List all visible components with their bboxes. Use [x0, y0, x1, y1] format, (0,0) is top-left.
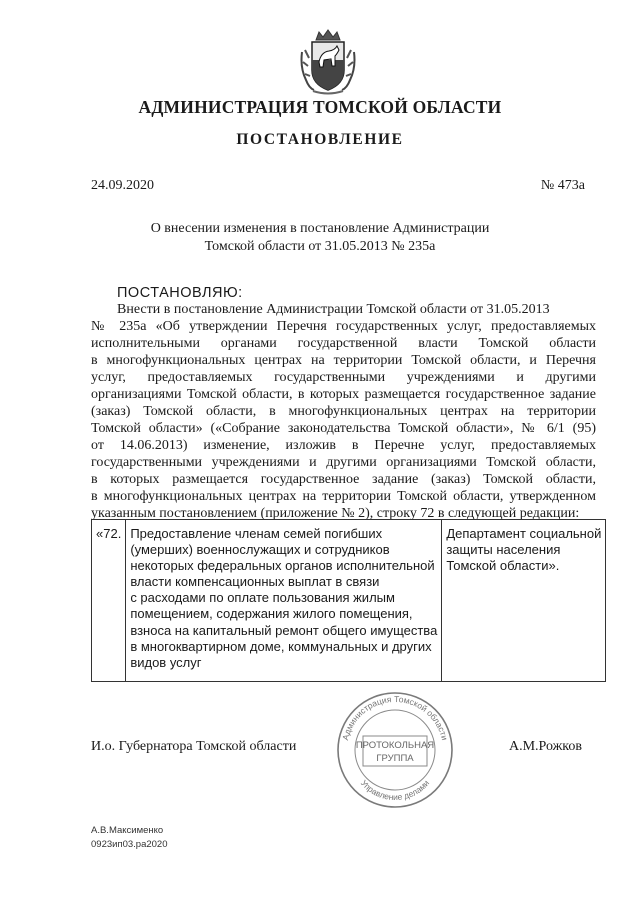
service-line: власти компенсационных выплат в связи [130, 574, 380, 590]
body-line: Внести в постановление Администрации Томской области от 31.05.2013 [117, 302, 550, 317]
stamp-center-line: ПРОТОКОЛЬНАЯ [355, 740, 435, 751]
executor-name: А.В.Максименко [91, 825, 164, 836]
table-row [92, 520, 606, 682]
body-line: в многофункциональных центрах на территории Томской области, утвержденном [91, 489, 596, 504]
body-line: исполнительными органами государственной власти Томской области [91, 336, 596, 351]
decree-heading: ПОСТАНОВЛЯЮ: [117, 285, 243, 301]
service-line: видов услуг [130, 654, 202, 670]
subject-line: О внесении изменения в постановление Администрации [150, 221, 490, 236]
body-line: Томской области» («Собрание законодательства Томской области», № 6/1 (95) [91, 421, 596, 436]
body-line: организациями Томской области, в которых размещается государственное задание [91, 387, 596, 402]
service-line: Предоставление членам семей погибших [130, 526, 383, 541]
signatory-name: А.М.Рожков [508, 739, 582, 754]
protocol-group-stamp [333, 690, 457, 810]
body-line: в которых размещается государственное задание (заказ) Томской области, [91, 472, 596, 487]
signatory-position: И.о. Губернатора Томской области [91, 739, 297, 754]
tomsk-coat-of-arms-icon [299, 28, 357, 96]
document-code: 0923ип03.ра2020 [91, 839, 168, 850]
body-line: государственными учреждениями и другими организациями Томской области, [91, 455, 596, 470]
service-line: в многоквартирном доме, коммунальных и других [130, 638, 432, 654]
body-line: от 14.06.2013) изменение, изложив в Перечне услуг, предоставляемых [91, 438, 596, 453]
department-line: Департамент социальной [446, 526, 602, 541]
organization-title: АДМИНИСТРАЦИЯ ТОМСКОЙ ОБЛАСТИ [138, 97, 502, 117]
service-line: (умерших) военнослужащих и сотрудников [130, 542, 390, 558]
service-line: помещением, содержания жилого помещения, [130, 606, 413, 622]
body-line: № 235а «Об утверждении Перечня государственных услуг, предоставляемых [91, 319, 596, 334]
row-number-cell: «72. [92, 520, 126, 682]
stamp-ring-top: Администрация Томской области [340, 693, 450, 742]
service-line: некоторых федеральных органов исполнительной [130, 558, 435, 574]
stamp-center-line: ГРУППА [376, 753, 414, 764]
document-date: 24.09.2020 [91, 178, 154, 193]
body-line: услуг, предоставляемых государственными учреждениями и другими [91, 370, 596, 385]
body-line: (заказ) Томской области, в многофункциональных центрах на территории [91, 404, 596, 419]
document-subject [0, 220, 640, 256]
service-line: взноса на капитальный ремонт общего имущества [130, 622, 438, 638]
department-cell [442, 520, 606, 682]
department-line: защиты населения [446, 542, 561, 558]
subject-line: Томской области от 31.05.2013 № 235а [204, 239, 436, 254]
body-line: указанным постановлением (приложение № 2), строку 72 в следующей редакции: [91, 506, 580, 521]
document-number: № 473а [540, 178, 585, 193]
document-type: ПОСТАНОВЛЕНИЕ [236, 131, 404, 148]
department-line: Томской области». [446, 558, 560, 574]
stamp-ring-bottom: Управление делами [358, 777, 432, 803]
service-line: с расходами по оплате пользования жилым [130, 590, 395, 606]
service-name-cell [126, 520, 442, 682]
amendment-table [91, 519, 606, 682]
body-line: в многофункциональных центрах на территории Томской области, и Перечня [91, 353, 596, 368]
